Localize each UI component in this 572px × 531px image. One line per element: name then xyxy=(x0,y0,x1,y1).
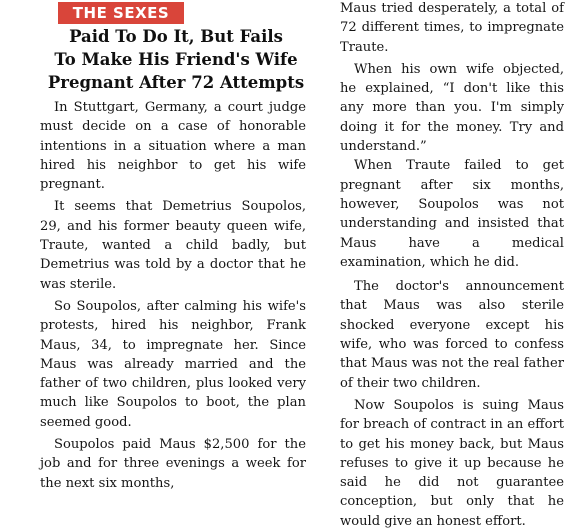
headline-line-3: Pregnant After 72 Attempts xyxy=(47,73,305,92)
right-column xyxy=(340,0,564,531)
headline xyxy=(40,25,312,94)
paragraph: When Traute failed to get pregnant after six months, however, Soupolos was not understanding and insisted that Maus have a medical examination, which he did. xyxy=(340,158,564,270)
section-tag: THE SEXES xyxy=(58,2,184,24)
paragraph: Soupolos paid Maus $2,500 for the job and for three evenings a week for the next six months, xyxy=(40,437,306,491)
paragraph: In Stuttgart, Germany, a court judge must decide on a case of honorable intentions in a situation where a man hired his neighbor to get his wife pregnant. xyxy=(40,100,306,193)
paragraph: It seems that Demetrius Soupolos, 29, and his former beauty queen wife, Traute, wanted a child badly, but Demetrius was told by a doctor that he was sterile. xyxy=(40,199,306,292)
headline-line-1: Paid To Do It, But Fails xyxy=(69,27,283,46)
paragraph: Now Soupolos is suing Maus for breach of contract in an effort to get his money back, but Maus refuses to give it up because he said he did not guarantee conception, but only that he would give an honest effort. xyxy=(340,397,564,529)
paragraph: The doctor's announcement that Maus was also sterile shocked everyone except his wife, who was forced to confess that Maus was not the real father of their two children. xyxy=(340,279,564,391)
paragraph: So Soupolos, after calming his wife's protests, hired his neighbor, Frank Maus, 34, to impregnate her. Since Maus was already married and the father of two children, plus looked very much like Soupolos to boot, the plan seemed good. xyxy=(40,298,306,430)
paragraph: Maus tried desperately, a total of 72 different times, to impregnate Traute. xyxy=(340,1,564,55)
headline-line-2: To Make His Friend's Wife xyxy=(54,50,298,69)
paragraph: When his own wife objected, he explained, “I don't like this any more than you. I'm simply doing it for the money. Try and understand.” xyxy=(340,61,564,155)
left-column xyxy=(40,98,306,493)
